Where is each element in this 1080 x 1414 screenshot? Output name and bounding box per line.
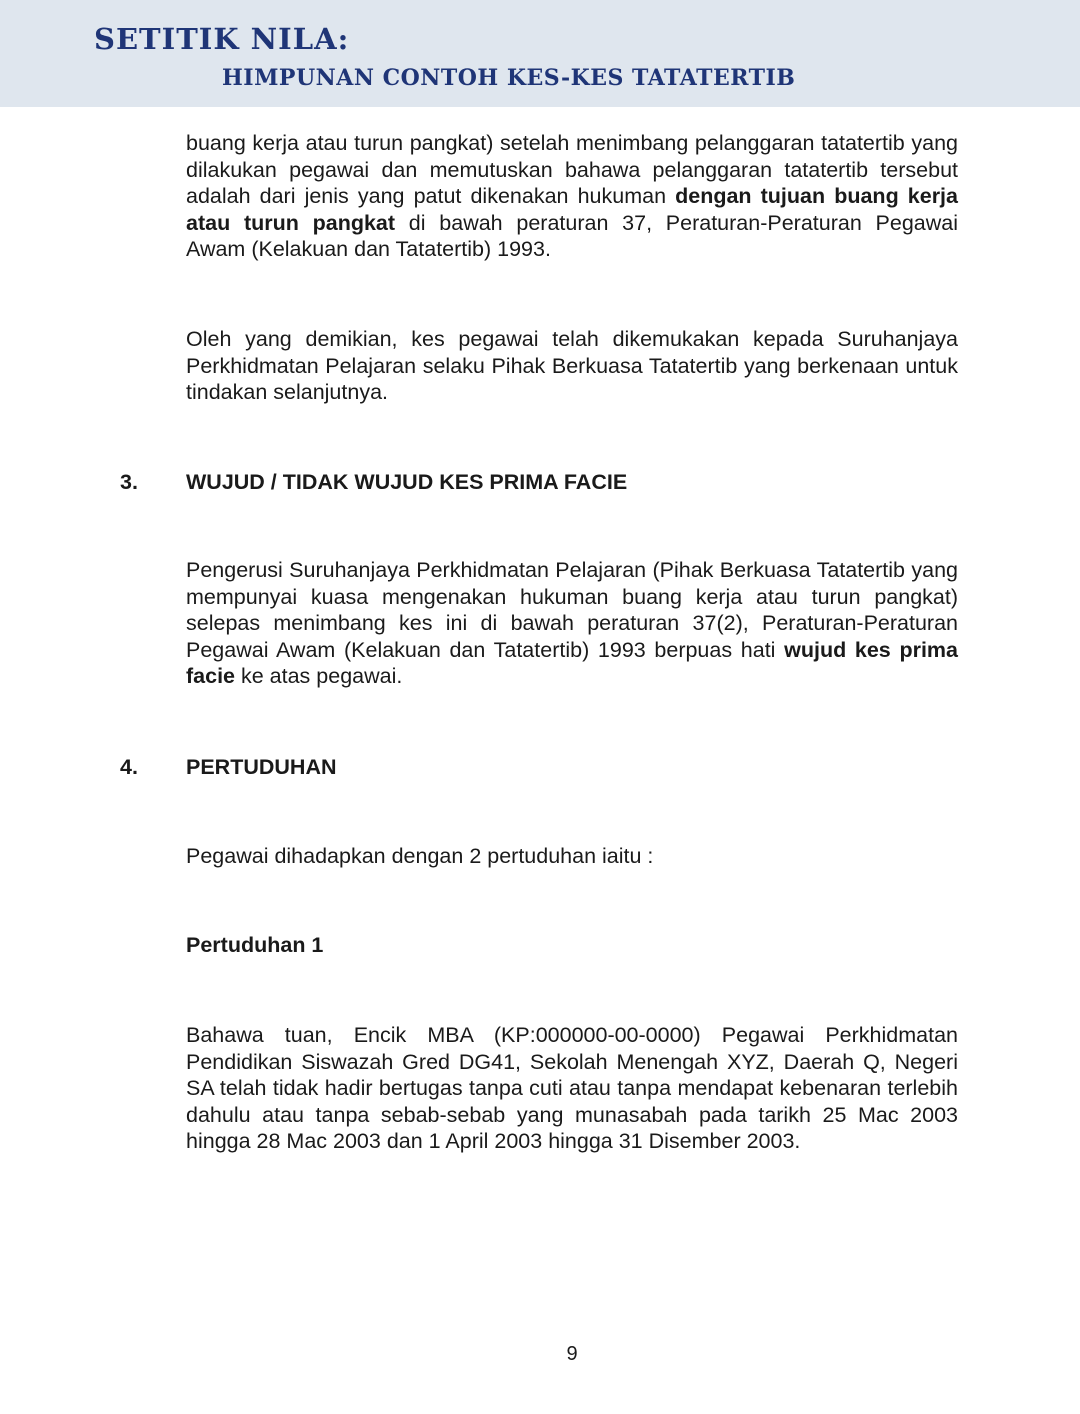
- paragraph-decision: [186, 130, 958, 263]
- document-header: [0, 0, 1080, 107]
- section-4-title: PERTUDUHAN: [186, 755, 337, 779]
- section-3-number: 3.: [120, 470, 138, 494]
- paragraph-decision-text-2: di bawah peraturan 37, Peraturan-Peraturan Pegawai Awam (Kelakuan dan Tatatertib) 1993.: [186, 210, 959, 262]
- page-number: 9: [566, 1343, 578, 1365]
- paragraph-prima-facie-bold: wujud kes prima facie: [186, 637, 958, 689]
- paragraph-prima-facie-text-1: Pengerusi Suruhanjaya Perkhidmatan Pelajaran (Pihak Berkuasa Tatatertib yang mempunyai kuasa mengenakan hukuman buang kerja atau turun pangkat) selepas menimbang kes ini di bawah peraturan 37(2), Peraturan-Peraturan Pegawai Awam (Kelakuan dan Tatatertib) 1993 berpuas hati: [186, 558, 958, 662]
- section-4-number: 4.: [120, 755, 138, 779]
- header-subtitle: HIMPUNAN CONTOH KES-KES TATATERTIB: [222, 65, 796, 91]
- charge-1-heading: Pertuduhan 1: [186, 933, 324, 957]
- paragraph-charges-intro: Pegawai dihadapkan dengan 2 pertuduhan iaitu :: [186, 844, 654, 868]
- section-3-title: WUJUD / TIDAK WUJUD KES PRIMA FACIE: [186, 470, 628, 494]
- paragraph-decision-text-1: buang kerja atau turun pangkat) setelah menimbang pelanggaran tatatertib yang dilakukan pegawai dan memutuskan bahawa pelanggaran tatatertib tersebut adalah dari jenis yang patut dikenakan hukuman: [186, 131, 958, 209]
- header-title: SETITIK NILA:: [94, 22, 350, 56]
- paragraph-referral: Oleh yang demikian, kes pegawai telah dikemukakan kepada Suruhanjaya Perkhidmatan Pelajaran selaku Pihak Berkuasa Tatatertib yang berkenaan untuk tindakan selanjutnya.: [186, 327, 958, 405]
- paragraph-prima-facie: [186, 557, 958, 690]
- paragraph-prima-facie-text-2: ke atas pegawai.: [235, 664, 403, 689]
- paragraph-decision-bold: dengan tujuan buang kerja atau turun pangkat: [186, 184, 958, 235]
- paragraph-charge-1: Bahawa tuan, Encik MBA (KP:000000-00-0000) Pegawai Perkhidmatan Pendidikan Siswazah Gred DG41, Sekolah Menengah XYZ, Daerah Q, Negeri SA telah tidak hadir bertugas tanpa cuti atau tanpa mendapat kebenaran terlebih dahulu atau tanpa sebab-sebab yang munasabah pada tarikh 25 Mac 2003 hingga 28 Mac 2003 dan 1 April 2003 hingga 31 Disember 2003.: [186, 1023, 958, 1154]
